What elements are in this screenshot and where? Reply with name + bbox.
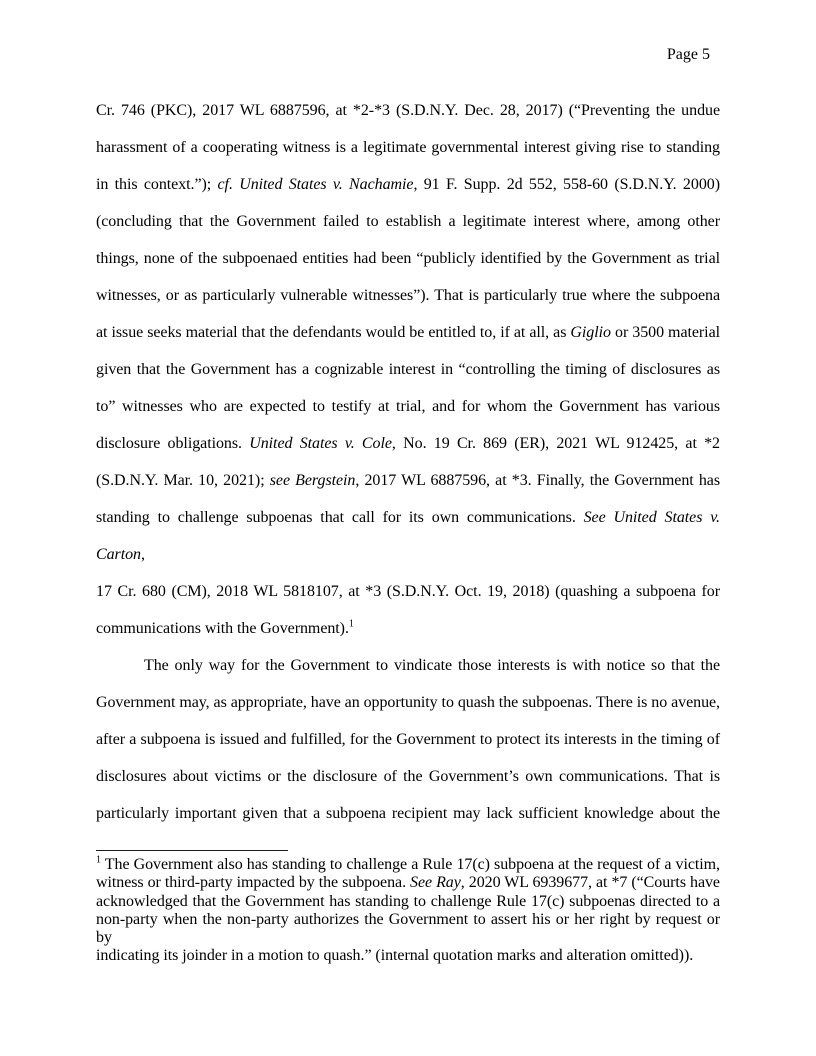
text-segment: after a subpoena is issued and fulfilled, for the Government to protect its interests in the timing of	[96, 731, 720, 748]
document-body	[96, 92, 720, 832]
footnote-1	[96, 856, 720, 966]
text-segment: , 91 F. Supp. 2d 552, 558-60 (S.D.N.Y. 2000)	[413, 176, 720, 193]
text-line	[96, 499, 720, 573]
text-segment: The Government also has standing to challenge a Rule 17(c) subpoena at the request of a victim,	[100, 856, 720, 873]
page-number-header: Page 5	[666, 46, 710, 63]
text-line	[96, 684, 720, 721]
text-segment: The only way for the Government to vindicate those interests is with notice so that the	[144, 657, 720, 674]
text-segment: ,	[140, 546, 145, 563]
text-segment: or 3500 material	[610, 324, 720, 341]
text-line	[96, 92, 720, 129]
text-segment: Cr. 746 (PKC), 2017 WL 6887596, at *2-*3 (S.D.N.Y. Dec. 28, 2017) (“Preventing the undue	[96, 102, 720, 119]
text-line	[96, 610, 720, 647]
text-line	[96, 240, 720, 277]
text-line	[96, 856, 720, 874]
text-segment: things, none of the subpoenaed entities had been “publicly identified by the Government as trial	[96, 250, 720, 267]
footnote-reference: 1	[348, 618, 354, 630]
text-line	[96, 721, 720, 758]
text-segment: (S.D.N.Y. Mar. 10, 2021);	[96, 472, 270, 489]
paragraph-standing-citations	[96, 92, 720, 647]
text-segment: non-party when the non-party authorizes the Government to assert his or her right by request or by	[96, 910, 720, 947]
text-segment: particularly important given that a subpoena recipient may lack sufficient knowledge about the	[96, 805, 720, 822]
footnote-separator-line	[96, 850, 288, 851]
text-segment: harassment of a cooperating witness is a legitimate governmental interest giving rise to standing	[96, 139, 720, 156]
paragraph-notice-argument	[96, 647, 720, 832]
text-line	[96, 947, 720, 965]
text-segment: (concluding that the Government failed to establish a legitimate interest where, among other	[96, 213, 720, 230]
text-line	[96, 874, 720, 892]
italic-case-citation: United States v. Cole	[249, 435, 392, 452]
text-line	[96, 388, 720, 425]
text-segment: , 2017 WL 6887596, at *3. Finally, the Government has	[355, 472, 720, 489]
text-line	[96, 166, 720, 203]
text-line	[96, 893, 720, 911]
text-line	[96, 277, 720, 314]
text-segment: communications with the Government).	[96, 620, 349, 637]
text-line	[96, 314, 720, 351]
italic-case-citation: cf. United States v. Nachamie	[217, 176, 414, 193]
text-line	[96, 425, 720, 462]
text-segment: disclosures about victims or the disclosure of the Government’s own communications. That is	[96, 768, 720, 785]
text-segment: given that the Government has a cognizable interest in “controlling the timing of disclosures as	[96, 361, 720, 378]
italic-case-citation: see Bergstein	[269, 472, 356, 489]
text-segment: Government may, as appropriate, have an opportunity to quash the subpoenas. There is no avenue,	[96, 694, 720, 711]
text-line	[96, 795, 720, 832]
text-segment: in this context.”);	[96, 176, 218, 193]
text-line	[96, 758, 720, 795]
text-line	[96, 203, 720, 240]
text-segment: , No. 19 Cr. 869 (ER), 2021 WL 912425, at *2	[391, 435, 720, 452]
italic-case-citation: See United States v. Carton	[96, 509, 720, 563]
text-segment: at issue seeks material that the defendants would be entitled to, if at all, as	[96, 324, 571, 341]
italic-case-citation: See Ray	[410, 874, 461, 892]
text-segment: standing to challenge subpoenas that call for its own communications.	[96, 509, 584, 526]
text-line	[96, 647, 720, 684]
text-segment: , 2020 WL 6939677, at *7 (“Courts have	[460, 874, 720, 892]
text-line	[96, 573, 720, 610]
text-segment: witnesses, or as particularly vulnerable witnesses”). That is particularly true where the subpoena	[96, 287, 720, 304]
text-segment: 17 Cr. 680 (CM), 2018 WL 5818107, at *3 (S.D.N.Y. Oct. 19, 2018) (quashing a subpoena for	[96, 583, 720, 600]
text-line	[96, 351, 720, 388]
text-line	[96, 462, 720, 499]
text-line	[96, 129, 720, 166]
text-line	[96, 911, 720, 948]
footnote-reference: 1	[96, 854, 101, 866]
italic-case-citation: Giglio	[570, 324, 611, 341]
text-segment: witness or third-party impacted by the subpoena.	[96, 874, 411, 892]
text-segment: indicating its joinder in a motion to quash.” (internal quotation marks and alteration omitted)).	[96, 947, 694, 965]
text-segment: disclosure obligations.	[96, 435, 250, 452]
text-segment: acknowledged that the Government has standing to challenge Rule 17(c) subpoenas directed to a	[96, 892, 720, 910]
text-segment: to” witnesses who are expected to testify at trial, and for whom the Government has various	[96, 398, 720, 415]
